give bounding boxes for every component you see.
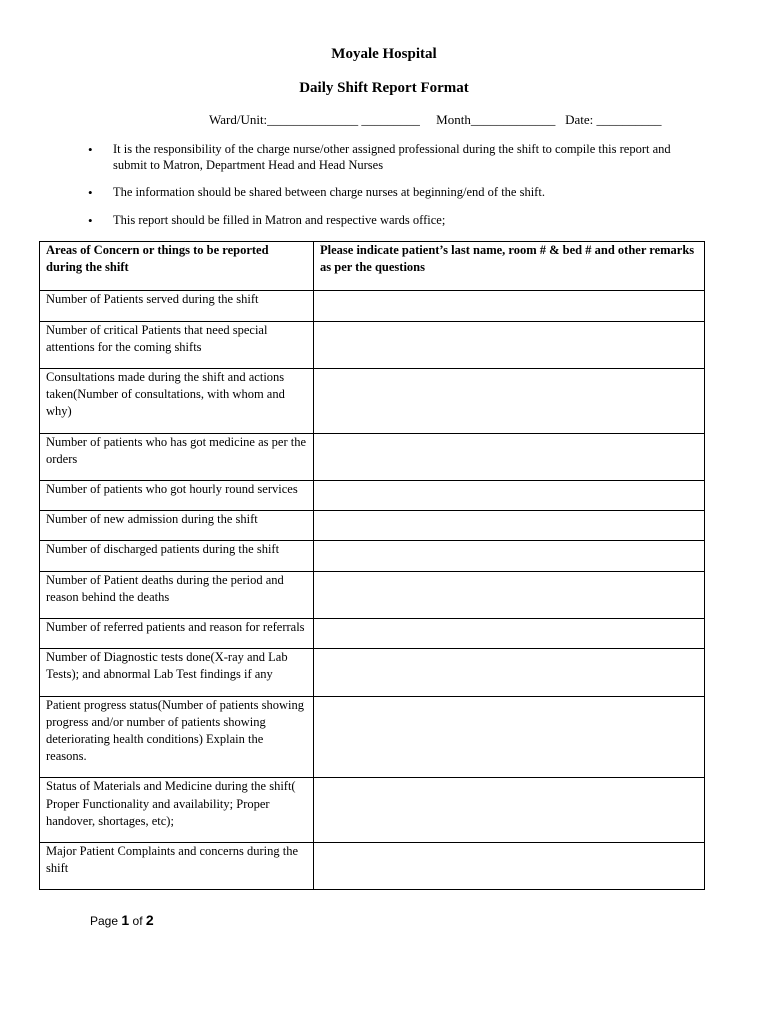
- concern-cell: Number of patients who has got medicine as per the orders: [40, 433, 314, 480]
- ward-month-date-line: Ward/Unit:______________ _________ Month_____________ Date: __________: [209, 112, 662, 127]
- table-row: [40, 511, 705, 541]
- instruction-item: • It is the responsibility of the charge nurse/other assigned professional during the shift to compile this report and submit to Matron, Department Head and Head Nurses: [88, 142, 688, 173]
- table-row: [40, 619, 705, 649]
- remarks-cell[interactable]: [314, 619, 705, 649]
- table-row: [40, 321, 705, 368]
- concern-cell: Number of Patients served during the shift: [40, 291, 314, 321]
- instruction-item: • This report should be filled in Matron and respective wards office;: [88, 213, 688, 229]
- concern-column-header: Areas of Concern or things to be reported during the shift: [40, 242, 314, 291]
- remarks-column-header: Please indicate patient’s last name, room # & bed # and other remarks as per the questions: [314, 242, 705, 291]
- table-row: [40, 369, 705, 434]
- concern-cell: Patient progress status(Number of patients showing progress and/or number of patients showing deteriorating health conditions) Explain the reasons.: [40, 696, 314, 778]
- table-row: [40, 649, 705, 696]
- report-title: Daily Shift Report Format: [299, 80, 469, 96]
- concern-cell: Major Patient Complaints and concerns during the shift: [40, 843, 314, 890]
- table-row: [40, 571, 705, 618]
- table-row: [40, 778, 705, 843]
- concern-cell: Number of Patient deaths during the period and reason behind the deaths: [40, 571, 314, 618]
- remarks-cell[interactable]: [314, 291, 705, 321]
- current-page-number: 1: [121, 912, 130, 928]
- table-row: [40, 291, 705, 321]
- remarks-cell[interactable]: [314, 843, 705, 890]
- table-row: [40, 696, 705, 778]
- table-row: [40, 843, 705, 890]
- remarks-cell[interactable]: [314, 649, 705, 696]
- remarks-cell[interactable]: [314, 481, 705, 511]
- table-row: [40, 541, 705, 571]
- remarks-cell[interactable]: [314, 571, 705, 618]
- remarks-cell[interactable]: [314, 321, 705, 368]
- concern-cell: Number of Diagnostic tests done(X-ray and Lab Tests); and abnormal Lab Test findings if any: [40, 649, 314, 696]
- table-row: [40, 481, 705, 511]
- table-row: [40, 433, 705, 480]
- concern-cell: Consultations made during the shift and actions taken(Number of consultations, with whom and why): [40, 369, 314, 434]
- concern-cell: Number of patients who got hourly round services: [40, 481, 314, 511]
- page-footer: [90, 912, 154, 928]
- concern-cell: Number of referred patients and reason for referrals: [40, 619, 314, 649]
- table-header-row: [40, 242, 705, 291]
- remarks-cell[interactable]: [314, 541, 705, 571]
- concern-cell: Number of critical Patients that need special attentions for the coming shifts: [40, 321, 314, 368]
- total-pages-number: 2: [145, 912, 154, 928]
- page-label: Page: [90, 914, 119, 928]
- hospital-name: Moyale Hospital: [331, 46, 437, 62]
- shift-report-table: [39, 241, 705, 890]
- concern-cell: Number of discharged patients during the shift: [40, 541, 314, 571]
- remarks-cell[interactable]: [314, 369, 705, 434]
- remarks-cell[interactable]: [314, 778, 705, 843]
- concern-cell: Number of new admission during the shift: [40, 511, 314, 541]
- remarks-cell[interactable]: [314, 696, 705, 778]
- instructions-list: [88, 142, 688, 240]
- remarks-cell[interactable]: [314, 511, 705, 541]
- of-label: of: [132, 914, 143, 928]
- instruction-item: • The information should be shared between charge nurses at beginning/end of the shift.: [88, 185, 688, 201]
- concern-cell: Status of Materials and Medicine during the shift( Proper Functionality and availability; Proper handover, shortages, etc);: [40, 778, 314, 843]
- remarks-cell[interactable]: [314, 433, 705, 480]
